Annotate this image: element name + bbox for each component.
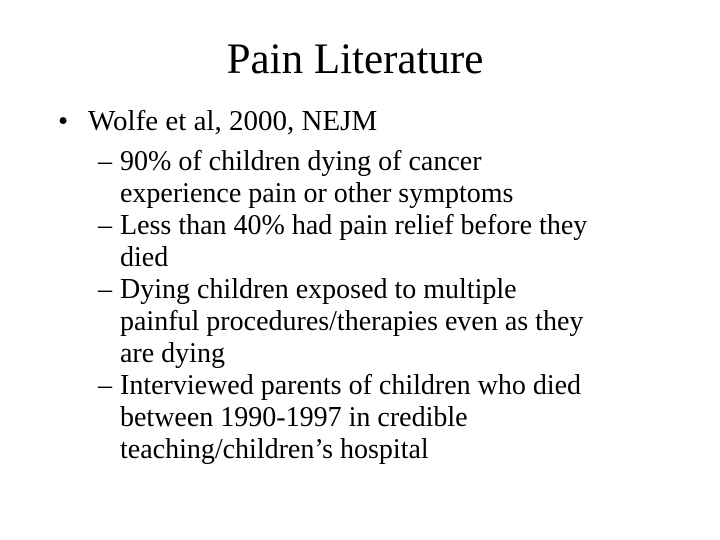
sub-bullet-line: experience pain or other symptoms — [120, 178, 514, 209]
sub-bullet-item — [98, 210, 688, 274]
bullet-item — [58, 104, 377, 138]
bullet-text: Wolfe et al, 2000, NEJM — [88, 105, 378, 137]
sub-bullet-line: Interviewed parents of children who died — [120, 370, 582, 401]
sub-bullet-line: are dying — [120, 338, 225, 369]
sub-bullet-line: Dying children exposed to multiple — [120, 274, 517, 305]
dash-marker: – — [98, 146, 112, 177]
sub-bullet-line: died — [120, 242, 169, 273]
slide-title: Pain Literature — [226, 36, 484, 83]
sub-bullet-list — [98, 146, 688, 466]
sub-bullet-line: painful procedures/therapies even as they — [120, 306, 584, 337]
dash-marker: – — [98, 210, 112, 241]
sub-bullet-line: 90% of children dying of cancer — [120, 146, 482, 177]
dash-marker: – — [98, 274, 112, 305]
sub-bullet-item — [98, 370, 688, 466]
sub-bullet-line: between 1990-1997 in credible — [120, 402, 468, 433]
dash-marker: – — [98, 370, 112, 401]
sub-bullet-line: teaching/children’s hospital — [120, 434, 429, 465]
sub-bullet-line: Less than 40% had pain relief before they — [120, 210, 588, 241]
bullet-marker: • — [58, 105, 69, 137]
sub-bullet-item — [98, 146, 688, 210]
sub-bullet-item — [98, 274, 688, 370]
